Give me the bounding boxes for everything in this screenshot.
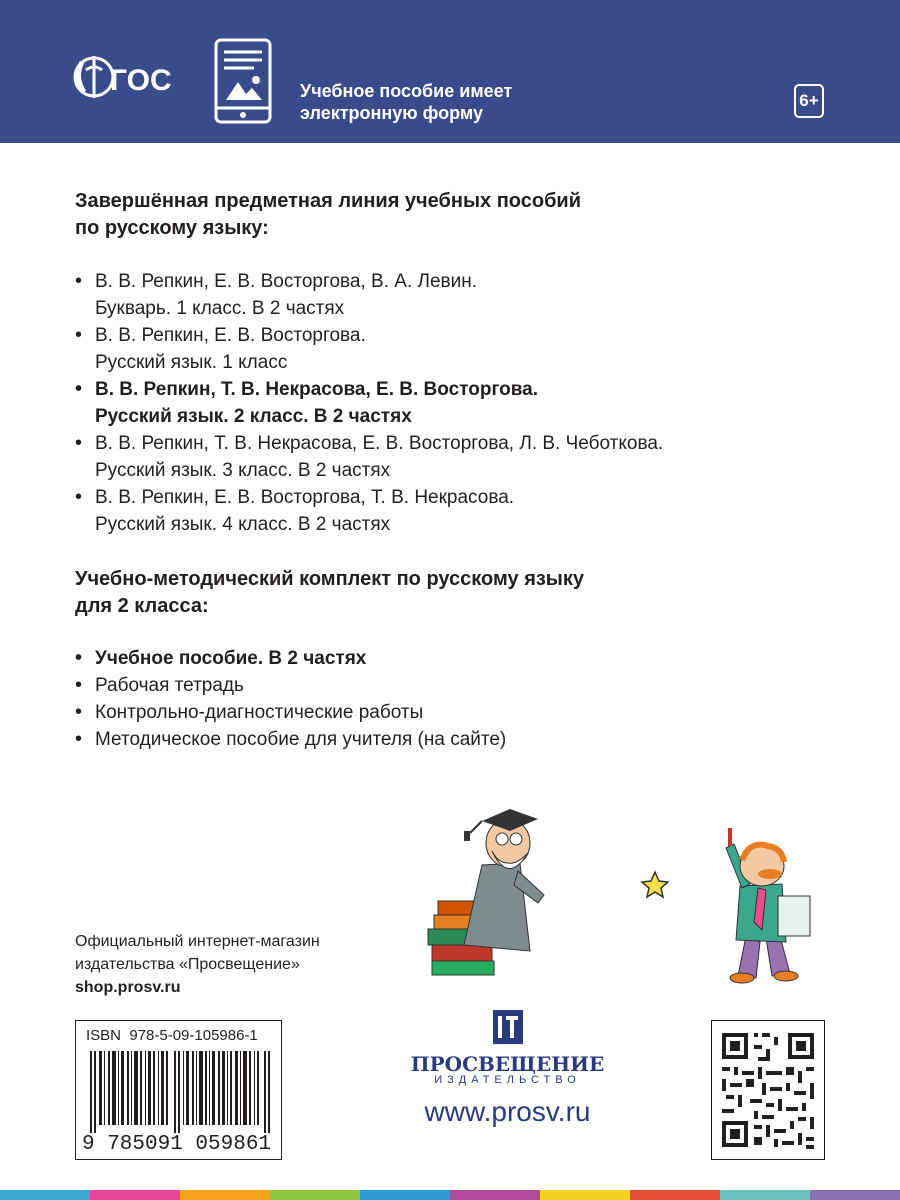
- list-item: [75, 268, 663, 322]
- list-item-current: [75, 376, 663, 430]
- list-item-authors: • В. В. Репкин, Е. В. Восторгова, В. А. Левин.: [95, 271, 478, 292]
- kit-heading-line-1: Учебно-методический комплект по русскому языку: [75, 568, 585, 590]
- list-item-title: Букварь. 1 класс. В 2 частях: [95, 298, 345, 319]
- stripe-segment: [450, 1190, 540, 1200]
- stripe-segment: [180, 1190, 270, 1200]
- tablet-ebook-icon: [214, 38, 272, 124]
- barcode-icon: [88, 1051, 272, 1133]
- shop-url-link[interactable]: shop.prosv.ru: [75, 979, 181, 996]
- star-icon: [640, 870, 670, 900]
- qr-code-icon: [712, 1021, 824, 1159]
- list-item: [75, 484, 663, 538]
- publisher-logo-icon: [493, 1010, 523, 1044]
- kit-heading-line-2: для 2 класса:: [75, 595, 209, 617]
- list-item-title: Русский язык. 4 класс. В 2 частях: [95, 514, 391, 535]
- student-illustration: [716, 826, 826, 986]
- publisher-url-link[interactable]: www.prosv.ru: [424, 1096, 591, 1127]
- publisher-block: [410, 1010, 605, 1128]
- kit-list: [75, 645, 506, 753]
- series-list: [75, 268, 663, 538]
- list-item: [75, 322, 663, 376]
- list-item-text: Учебное пособие. В 2 частях: [95, 648, 367, 669]
- age-rating-badge: 6+: [794, 84, 824, 118]
- stripe-segment: [810, 1190, 900, 1200]
- publisher-subtitle: ИЗДАТЕЛЬСТВО: [434, 1074, 581, 1086]
- online-shop-info: [75, 930, 320, 999]
- list-item-text: Методическое пособие для учителя (на сайте): [95, 729, 507, 750]
- publisher-name: ПРОСВЕЩЕНИЕ: [410, 1052, 605, 1076]
- list-item: [75, 699, 506, 726]
- list-item-current: [75, 645, 506, 672]
- stripe-segment: [540, 1190, 630, 1200]
- stripe-segment: [720, 1190, 810, 1200]
- list-item-title: Русский язык. 2 класс. В 2 частях: [95, 406, 412, 427]
- header-bar: [0, 0, 900, 143]
- list-item-authors: • В. В. Репкин, Т. В. Некрасова, Е. В. Восторгова, Л. В. Чеботкова.: [95, 433, 664, 454]
- series-heading-line-1: Завершённая предметная линия учебных пособий: [75, 190, 582, 212]
- list-item: [75, 672, 506, 699]
- color-stripe: [0, 1190, 900, 1200]
- barcode-digits: 9 785091 059861: [82, 1133, 272, 1156]
- list-item-authors: • В. В. Репкин, Е. В. Восторгова.: [95, 325, 366, 346]
- fgos-logo: [72, 50, 172, 110]
- qr-code[interactable]: [711, 1020, 825, 1160]
- list-item-title: Русский язык. 1 класс: [95, 352, 288, 373]
- fgos-emblem-icon: [72, 50, 114, 102]
- list-item-title: Русский язык. 3 класс. В 2 частях: [95, 460, 391, 481]
- list-item-text: Рабочая тетрадь: [95, 675, 244, 696]
- stripe-segment: [0, 1190, 90, 1200]
- electronic-form-note: [300, 80, 512, 124]
- fgos-logo-text: ГОС: [110, 64, 172, 97]
- kit-heading: [75, 566, 584, 620]
- isbn-barcode-box: [75, 1020, 282, 1160]
- shop-line-2: издательства «Просвещение»: [75, 956, 300, 973]
- series-heading: [75, 188, 581, 242]
- professor-illustration: [420, 795, 580, 985]
- list-item: [75, 726, 506, 753]
- stripe-segment: [270, 1190, 360, 1200]
- list-item: [75, 430, 663, 484]
- isbn-number: ISBN 978-5-09-105986-1: [86, 1027, 258, 1044]
- list-item-text: Контрольно-диагностические работы: [95, 702, 424, 723]
- eform-line-1: Учебное пособие имеет: [300, 81, 513, 101]
- series-heading-line-2: по русскому языку:: [75, 217, 269, 239]
- list-item-authors: • В. В. Репкин, Е. В. Восторгова, Т. В. Некрасова.: [95, 487, 515, 508]
- stripe-segment: [630, 1190, 720, 1200]
- shop-line-1: Официальный интернет-магазин: [75, 933, 320, 950]
- stripe-segment: [90, 1190, 180, 1200]
- stripe-segment: [360, 1190, 450, 1200]
- eform-line-2: электронную форму: [300, 103, 483, 123]
- list-item-authors: • В. В. Репкин, Т. В. Некрасова, Е. В. Восторгова.: [95, 379, 538, 400]
